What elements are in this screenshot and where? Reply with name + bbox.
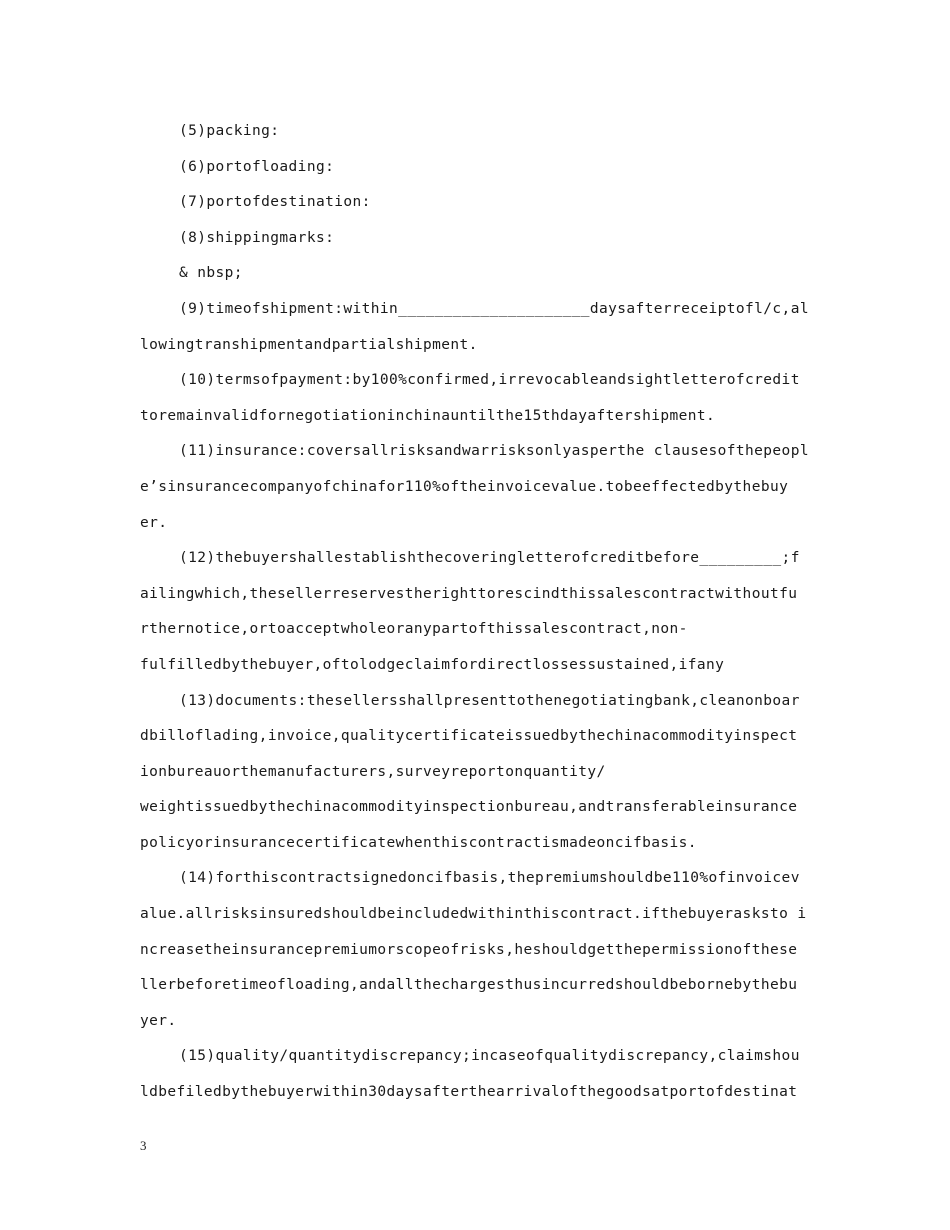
contract-clause [140, 544, 815, 686]
clause-first-line: (9)timeofshipment:within_____________________daysafterreceiptofl/c,al [179, 300, 809, 317]
clause-first-line: (13)documents:thesellersshallpresenttothenegotiatingbank,cleanonboar [179, 692, 800, 709]
clause-first-line: (12)thebuyershallestablishthecoveringletterofcreditbefore_________;f [179, 550, 800, 567]
contract-clause [140, 1042, 815, 1113]
clause-first-line: (7)portofdestination: [179, 194, 371, 211]
clause-continuation-line: toremainvalidfornegotiationinchinauntilthe15thdayaftershipment. [140, 407, 716, 424]
clause-first-line: (15)quality/quantitydiscrepancy;incaseofqualitydiscrepancy,claimshou [179, 1048, 800, 1065]
page-number: 3 [140, 1138, 147, 1153]
clause-continuation-line: fulfilledbythebuyer,oftolodgeclaimfordirectlossessustained,ifany [140, 656, 725, 673]
contract-clause [140, 366, 815, 437]
clause-continuation-line: policyorinsurancecertificatewhenthiscontractismadeoncifbasis. [140, 834, 697, 851]
contract-clause [140, 153, 815, 189]
clause-continuation-line: llerbeforetimeofloading,andallthechargesthusincurredshouldbebornebythebu [140, 977, 798, 994]
contract-clause [140, 437, 815, 544]
clause-continuation-line: e’sinsurancecompanyofchinafor110%oftheinvoicevalue.tobeeffectedbythebuy [140, 478, 789, 495]
clause-continuation-line: dbilloflading,invoice,qualitycertificateissuedbythechinacommodityinspect [140, 728, 798, 745]
clause-first-line: (5)packing: [179, 123, 280, 139]
clause-continuation-line: alue.allrisksinsuredshouldbeincludedwithinthiscontract.ifthebuyerasksto i [140, 906, 807, 923]
contract-clause [140, 224, 815, 260]
contract-clause [140, 117, 815, 153]
clause-first-line: (11)insurance:coversallrisksandwarrisksonlyasperthe clausesofthepeopl [179, 443, 809, 460]
clause-continuation-line: ncreasetheinsurancepremiumorscopeofrisks,heshouldgetthepermissionofthese [140, 941, 798, 958]
contract-clause [140, 188, 815, 224]
contract-clause [140, 295, 815, 366]
clause-continuation-line: weightissuedbythechinacommodityinspectionbureau,andtransferableinsurance [140, 799, 798, 816]
clause-continuation-line: lowingtranshipmentandpartialshipment. [140, 336, 478, 353]
clause-first-line: (14)forthiscontractsignedoncifbasis,thepremiumshouldbe110%ofinvoicev [179, 870, 800, 887]
clause-first-line: & nbsp; [179, 265, 243, 282]
clause-first-line: (6)portofloading: [179, 158, 335, 175]
contract-clause [140, 864, 815, 1042]
clause-continuation-line: ionbureauorthemanufacturers,surveyreportonquantity/ [140, 763, 606, 780]
contract-body [140, 117, 815, 1114]
contract-clause [140, 687, 815, 865]
clause-continuation-line: ldbefiledbythebuyerwithin30daysafterthearrivalofthegoodsatportofdestinat [140, 1084, 798, 1101]
clause-first-line: (10)termsofpayment:by100%confirmed,irrevocableandsightletterofcredit [179, 372, 800, 389]
clause-continuation-line: rthernotice,ortoacceptwholeoranypartofthissalescontract,non- [140, 621, 688, 638]
clause-continuation-line: er. [140, 514, 168, 531]
clause-continuation-line: yer. [140, 1012, 177, 1029]
contract-clause [140, 259, 815, 295]
clause-first-line: (8)shippingmarks: [179, 229, 335, 246]
clause-continuation-line: ailingwhich,thesellerreservestherighttorescindthissalescontractwithoutfu [140, 585, 798, 602]
